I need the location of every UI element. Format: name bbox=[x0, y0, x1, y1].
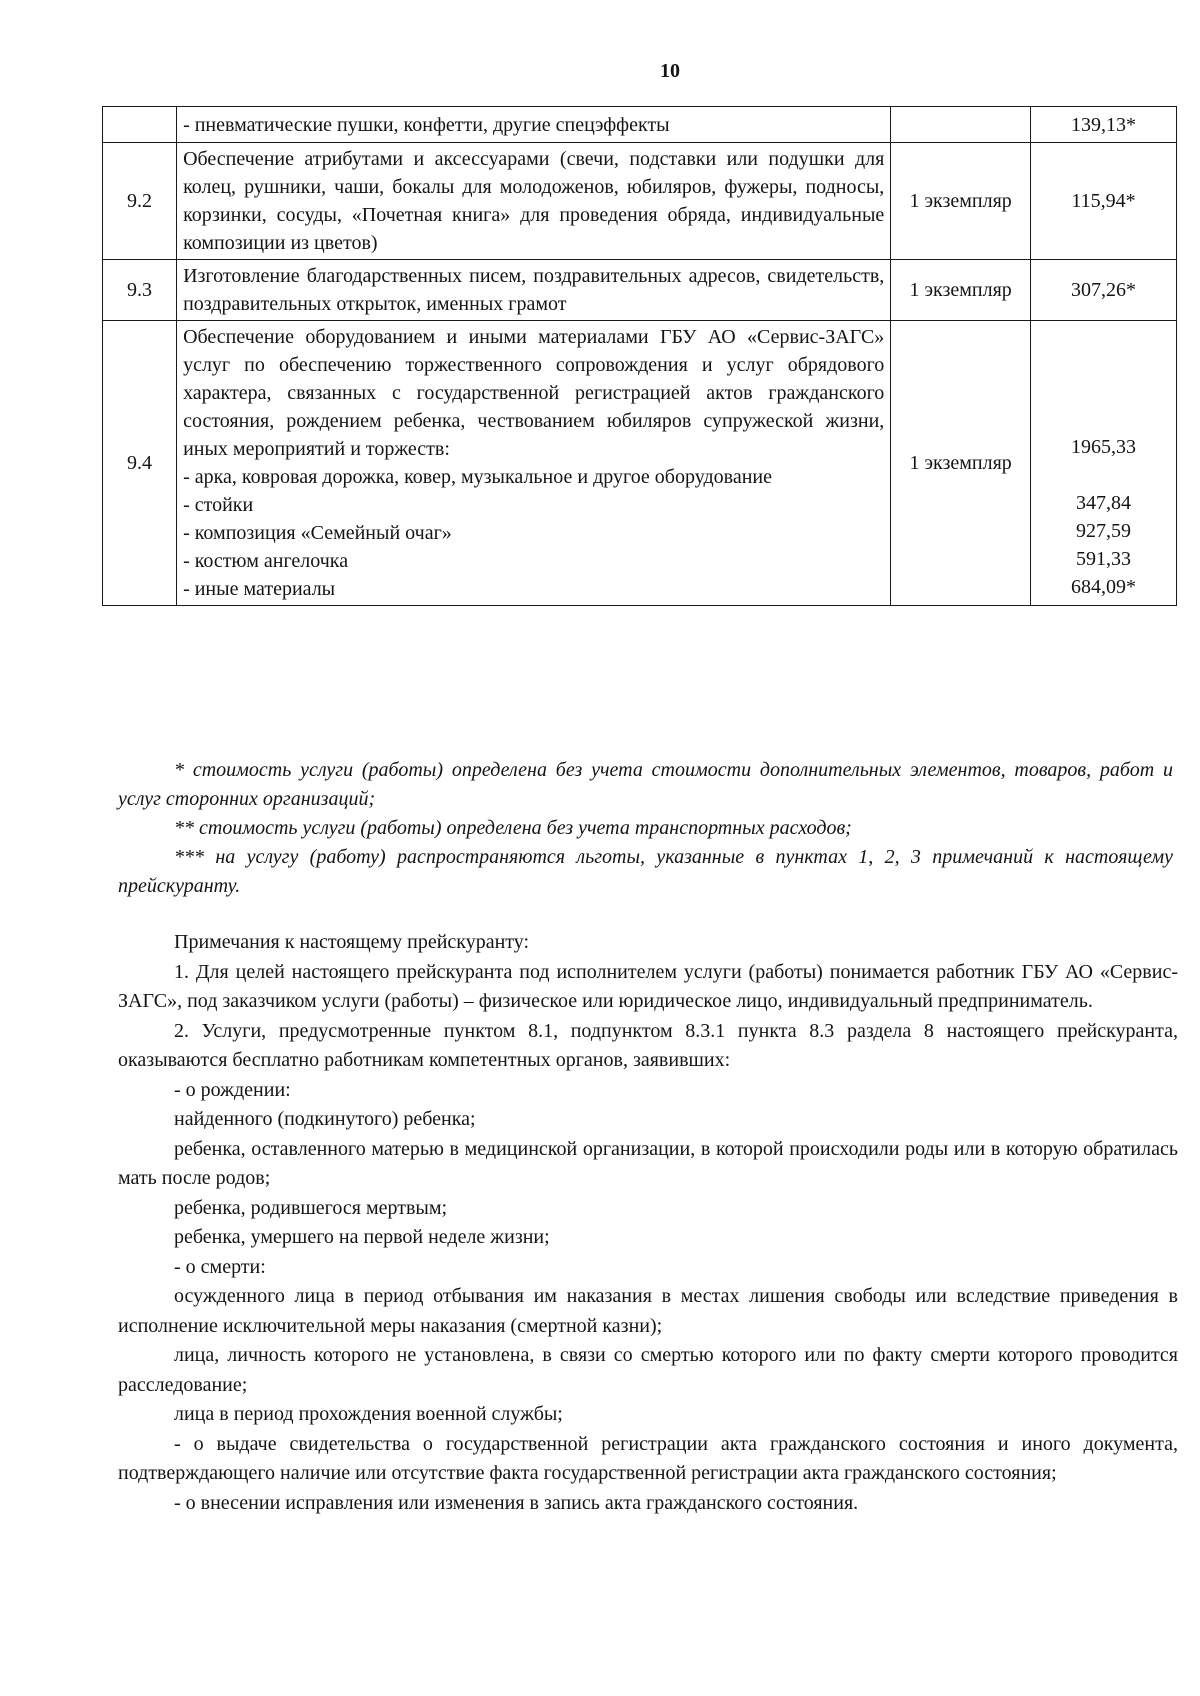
row-price: 307,26* bbox=[1030, 260, 1176, 321]
remark-paragraph: лица в период прохождения военной службы; bbox=[174, 1403, 563, 1425]
remark-paragraph: - о смерти: bbox=[174, 1255, 266, 1278]
footnotes bbox=[118, 756, 1173, 901]
remarks-title: Примечания к настоящему прейскуранту: bbox=[174, 931, 530, 953]
row-price: 139,13* bbox=[1030, 107, 1176, 143]
sub-item: - композиция «Семейный очаг» bbox=[183, 522, 452, 544]
row-description: - пневматические пушки, конфетти, другие спецэффекты bbox=[177, 107, 891, 143]
table-row bbox=[103, 143, 1177, 260]
table-row bbox=[103, 321, 1177, 606]
row-description-intro: Обеспечение оборудованием и иными материалами ГБУ АО «Сервис-ЗАГС» услуг по обеспечению торжественного сопровождения и услуг обрядового характера, связанных с государственной регистрацией актов гражданского состояния, рождением ребенка, чествованием юбиляров супружеской жизни, иных мероприятий и торжеств: bbox=[183, 326, 885, 460]
price-table bbox=[102, 106, 1177, 606]
remark-paragraph: ребенка, умершего на первой неделе жизни; bbox=[174, 1226, 550, 1248]
row-number: 9.2 bbox=[103, 143, 177, 260]
sub-item: - арка, ковровая дорожка, ковер, музыкальное и другое оборудование bbox=[183, 466, 772, 488]
row-price: 927,59 bbox=[1075, 520, 1131, 542]
row-price: 1965,33 bbox=[1070, 436, 1136, 458]
remark-paragraph: найденного (подкинутого) ребенка; bbox=[174, 1108, 476, 1130]
row-price: 591,33 bbox=[1075, 548, 1131, 570]
remark-paragraph: ребенка, родившегося мертвым; bbox=[174, 1196, 448, 1219]
remark-paragraph: - о внесении исправления или изменения в запись акта гражданского состояния. bbox=[174, 1491, 859, 1514]
remark-paragraph: 2. Услуги, предусмотренные пунктом 8.1, подпунктом 8.3.1 пункта 8.3 раздела 8 настоящего прейскуранта, оказываются бесплатно работникам компетентных органов, заявивших: bbox=[118, 1019, 1178, 1071]
remark-paragraph: - о рождении: bbox=[174, 1078, 291, 1101]
row-description: Изготовление благодарственных писем, поздравительных адресов, свидетельств, поздравительных открыток, именных грамот bbox=[177, 260, 891, 321]
sub-item: - стойки bbox=[183, 494, 254, 516]
table-row bbox=[103, 107, 1177, 143]
row-unit: 1 экземпляр bbox=[891, 143, 1031, 260]
row-unit: 1 экземпляр bbox=[891, 321, 1031, 606]
remark-paragraph: лица, личность которого не установлена, в связи со смертью которого или по факту смерти которого проводится расследование; bbox=[118, 1344, 1178, 1396]
row-price: 347,84 bbox=[1075, 492, 1131, 514]
row-price: 115,94* bbox=[1030, 143, 1176, 260]
remark-paragraph: 1. Для целей настоящего прейскуранта под исполнителем услуги (работы) понимается работник ГБУ АО «Сервис-ЗАГС», под заказчиком услуги (работы) – физическое или юридическое лицо, индивидуальный предприниматель. bbox=[118, 960, 1178, 1012]
sub-item: - иные материалы bbox=[183, 578, 336, 600]
row-number: 9.4 bbox=[103, 321, 177, 606]
row-description: Обеспечение атрибутами и аксессуарами (свечи, подставки или подушки для колец, рушники, чаши, бокалы для молодоженов, юбиляров, фужеры, подносы, корзинки, сосуды, «Почетная книга» для проведения обряда, индивидуальные композиции из цветов) bbox=[177, 143, 891, 260]
remarks-section bbox=[118, 928, 1178, 1518]
row-number bbox=[103, 107, 177, 143]
remark-paragraph: осужденного лица в период отбывания им наказания в местах лишения свободы или вследствие приведения в исполнение исключительной меры наказания (смертной казни); bbox=[118, 1285, 1178, 1337]
row-price: 684,09* bbox=[1070, 576, 1136, 598]
footnote: ** стоимость услуги (работы) определена без учета транспортных расходов; bbox=[174, 817, 852, 839]
remark-paragraph: ребенка, оставленного матерью в медицинской организации, в которой происходили роды или в которую обратилась мать после родов; bbox=[118, 1137, 1178, 1189]
footnote: * стоимость услуги (работы) определена без учета стоимости дополнительных элементов, товаров, работ и услуг сторонних организаций; bbox=[118, 759, 1173, 810]
row-description bbox=[177, 321, 891, 606]
row-price-list bbox=[1030, 321, 1176, 606]
row-number: 9.3 bbox=[103, 260, 177, 321]
remark-paragraph: - о выдаче свидетельства о государственной регистрации акта гражданского состояния и иного документа, подтверждающего наличие или отсутствие факта государственной регистрации акта гражданского состояния; bbox=[118, 1432, 1178, 1484]
sub-item: - костюм ангелочка bbox=[183, 550, 349, 572]
footnote: *** на услугу (работу) распространяются льготы, указанные в пунктах 1, 2, 3 примечаний к настоящему прейскуранту. bbox=[118, 846, 1173, 897]
row-unit bbox=[891, 107, 1031, 143]
table-row bbox=[103, 260, 1177, 321]
page-number: 10 bbox=[660, 60, 680, 82]
row-unit: 1 экземпляр bbox=[891, 260, 1031, 321]
